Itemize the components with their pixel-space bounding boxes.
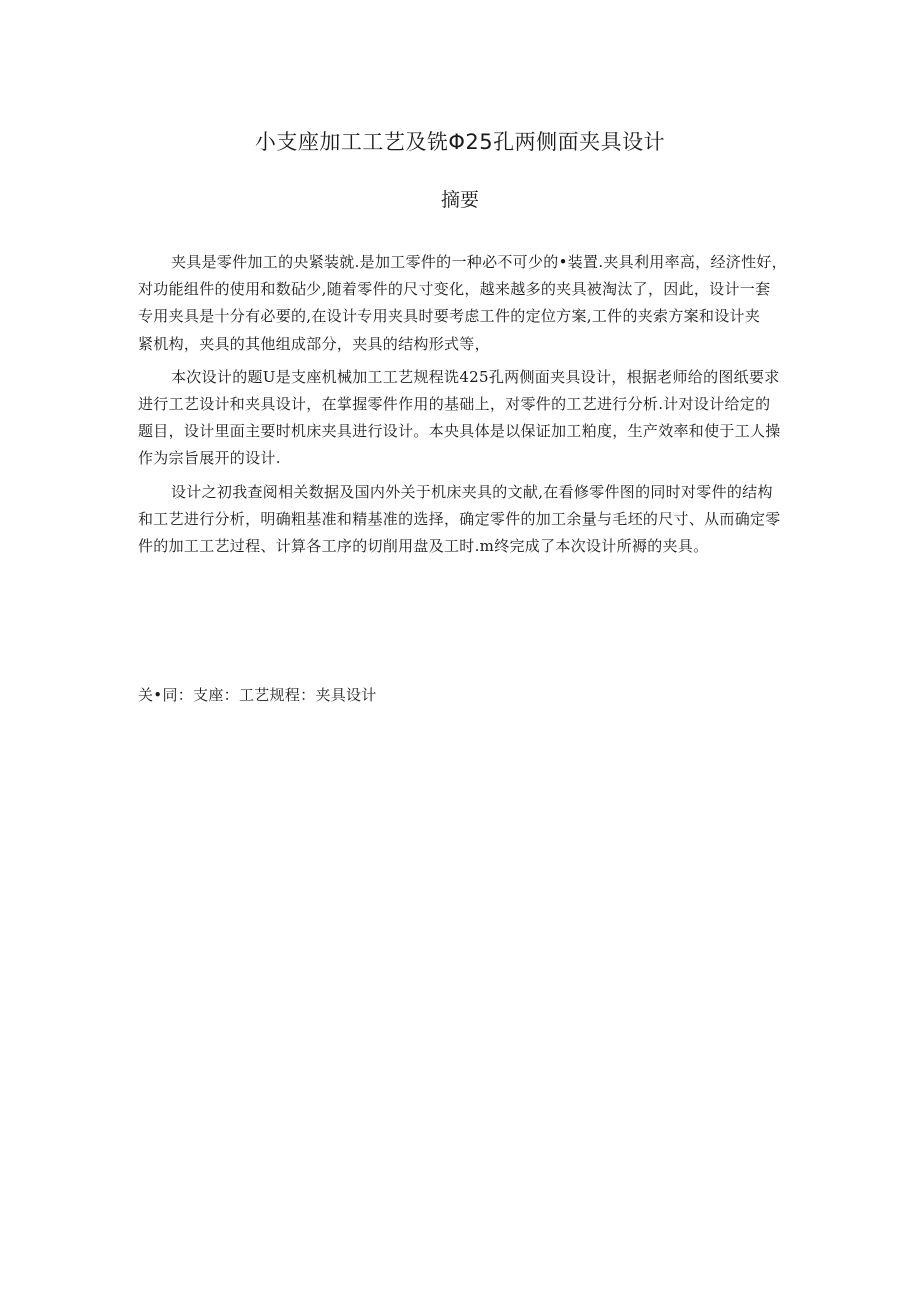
paragraph-line: 件的加工工艺过程、计算各工序的切削用盘及工时.m终完成了本次设计所褥的夹具。 [138, 537, 709, 556]
abstract-paragraph-2 [138, 364, 790, 473]
keywords-line: 关•同：支座：工艺规程：夹具设计 [138, 686, 377, 704]
abstract-paragraph-1 [138, 249, 790, 358]
paragraph-line: 设计之初我查阅相关数据及国内外关于机床夹具的文献,在看修零件图的同时对零件的结构 [171, 482, 773, 501]
abstract-body [138, 249, 790, 566]
abstract-heading: 摘要 [440, 189, 479, 211]
paragraph-line: 夹具是零件加工的央紧装就.是加工零件的一种必不可少的•装置.夹具利用率高，经济性好， [171, 253, 787, 271]
paragraph-line: 和工艺进行分析，明确粗基准和精基准的选择，确定零件的加工余量与毛坯的尺寸、从而确定零 [138, 509, 781, 528]
paragraph-line: 对功能组件的使用和数砧少,随着零件的尺寸变化，越来越多的夹具被淘汰了，因此，设计一套 [138, 280, 771, 299]
paragraph-line: 专用夹具是十分有必要的,在设计专用夹具时要考虑工件的定位方案,工件的夹索方案和设计夹 [138, 307, 761, 326]
paragraph-line: 紧机构，夹具的其他组成部分，夹具的结构形式等， [138, 334, 490, 353]
paragraph-line: 本次设计的题U是支座机械加工工艺规程诜425孔两侧面夹具设计，根据老师给的图纸要求 [171, 367, 780, 386]
paragraph-line: 进行工艺设计和夹具设计，在掌握零件作用的基础上，对零件的工艺进行分析.计对设计给定的 [138, 395, 771, 414]
abstract-paragraph-3 [138, 479, 790, 561]
paragraph-line: 作为宗旨展开的设计. [138, 449, 281, 468]
document-title: 小支座加工工艺及铣Φ25孔两侧面夹具设计 [254, 130, 666, 154]
paragraph-line: 题目，设计里面主要时机床夹具进行设计。本央具体是以保证加工粕度，生产效率和使于工人操 [138, 422, 781, 441]
